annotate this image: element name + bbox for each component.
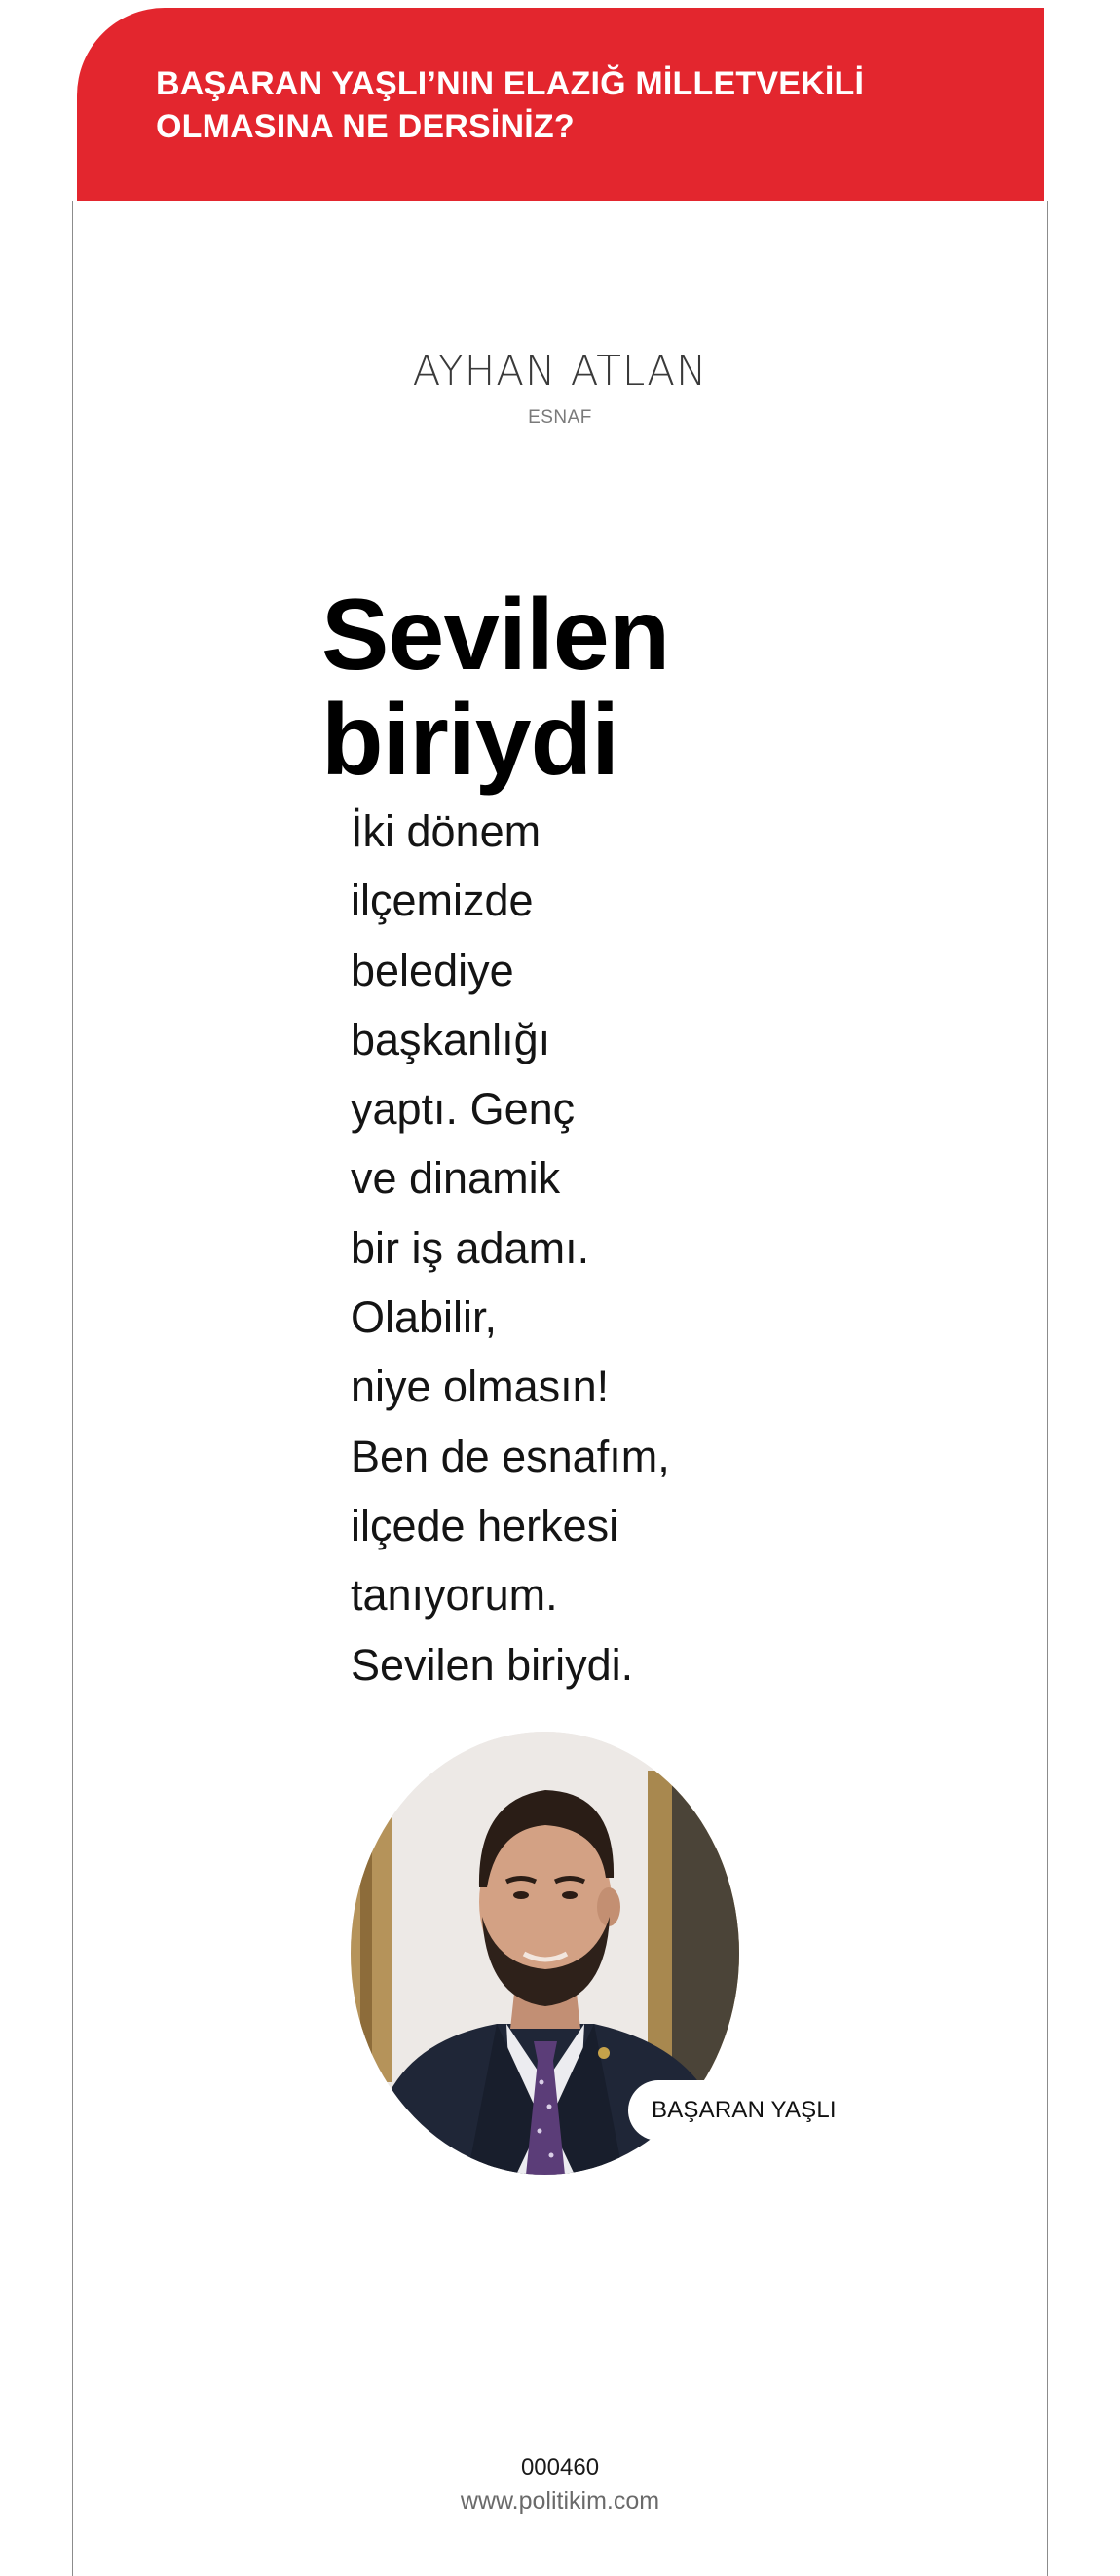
photo-caption: BAŞARAN YAŞLI (652, 2097, 837, 2123)
quote-line: yaptı. Genç (351, 1084, 576, 1135)
page-title-line-1: BAŞARAN YAŞLI’NIN ELAZIĞ MİLLETVEKİLİ (156, 65, 865, 102)
quote-line: bir iş adamı. (351, 1222, 590, 1273)
quote-line: ilçede herkesi (351, 1500, 619, 1550)
frame-border-left (72, 201, 73, 2576)
quote-line: İki dönem (351, 806, 541, 856)
author-role: ESNAF (528, 407, 592, 428)
frame-border-right (1047, 201, 1048, 2576)
photo-caption-tag (628, 2080, 856, 2141)
page-title (156, 62, 1044, 148)
quote-line: Olabilir, (351, 1292, 498, 1343)
document-code: 000460 (520, 2454, 600, 2481)
quote-headline-line-2: biriydi (321, 684, 619, 797)
quote-line: Sevilen biriydi. (351, 1639, 634, 1690)
quote-line: tanıyorum. (351, 1570, 558, 1621)
quote-line: belediye (351, 945, 514, 995)
quote-line: ve dinamik (351, 1153, 561, 1204)
page-title-line-2: OLMASINA NE DERSİNİZ? (156, 108, 575, 145)
author-name: AYHAN ATLAN (412, 347, 708, 394)
quote-line: başkanlığı (351, 1014, 551, 1064)
website-link[interactable]: www.politikim.com (460, 2487, 660, 2515)
quote-line: Ben de esnafım, (351, 1431, 670, 1481)
quote-headline (321, 579, 670, 797)
quote-line: niye olmasın! (351, 1362, 610, 1412)
header-banner (77, 8, 1044, 201)
quote-body (351, 797, 701, 1699)
quote-headline-line-1: Sevilen (321, 579, 670, 691)
quote-line: ilçemizde (351, 876, 534, 926)
